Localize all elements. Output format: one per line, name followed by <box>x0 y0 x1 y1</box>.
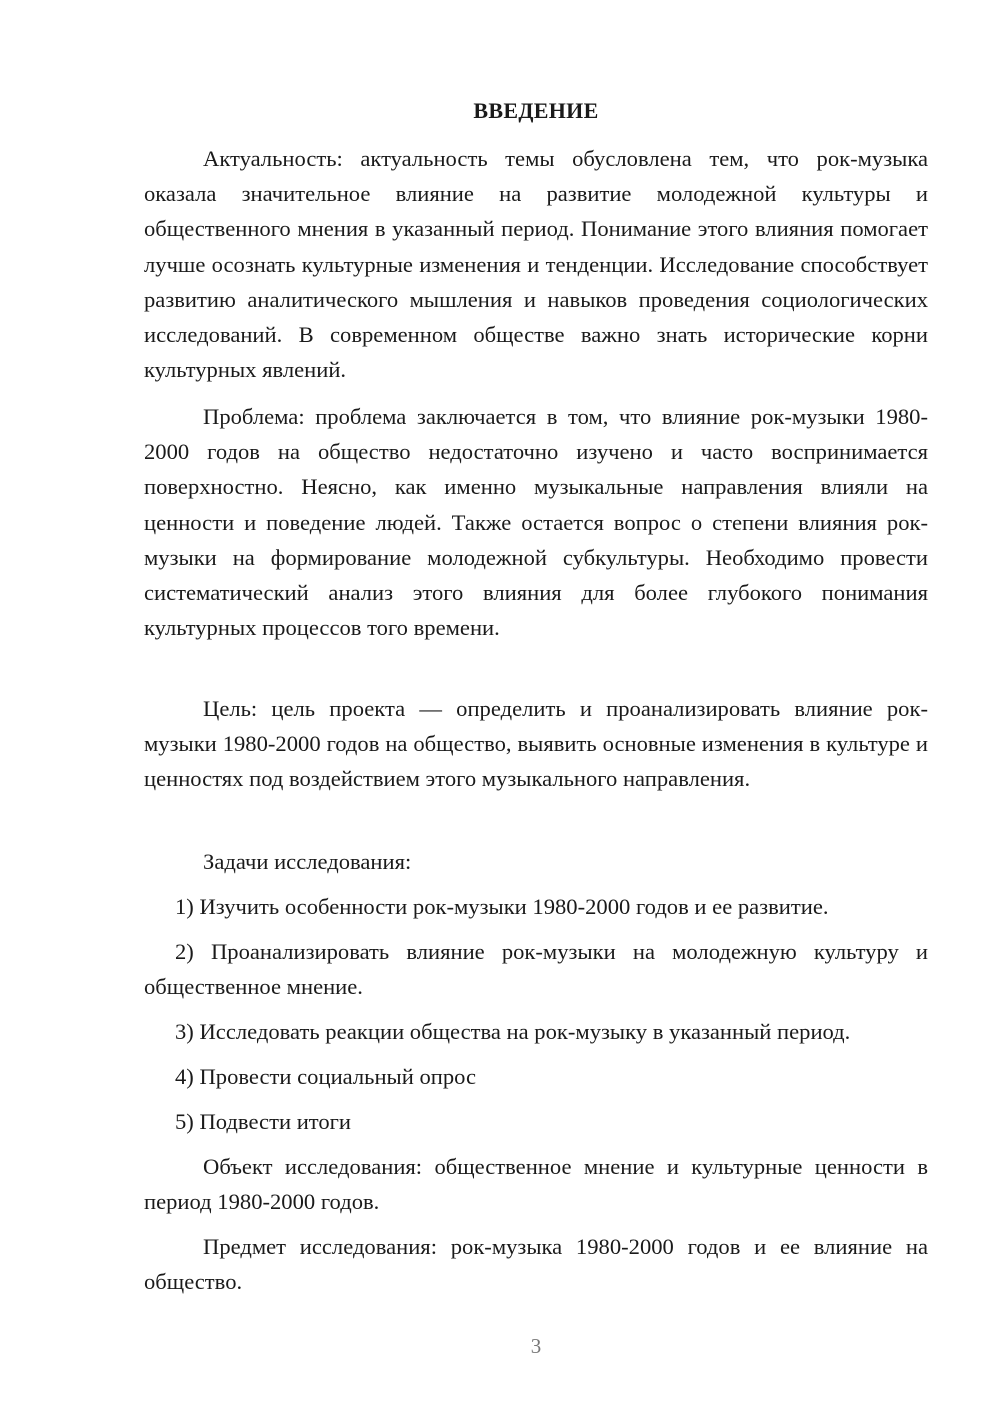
task-item: 3) Исследовать реакции общества на рок-музыку в указанный период. <box>175 1019 851 1044</box>
subject-paragraph: Предмет исследования: рок-музыка 1980-2000 годов и ее влияние на общество. <box>144 1234 928 1295</box>
task-item: 4) Провести социальный опрос <box>175 1064 477 1089</box>
task-item: 5) Подвести итоги <box>175 1109 352 1134</box>
tasks-title: Задачи исследования: <box>203 849 412 874</box>
task-item: 1) Изучить особенности рок-музыки 1980-2000 годов и ее развитие. <box>175 894 829 919</box>
object-paragraph: Объект исследования: общественное мнение и культурные ценности в период 1980-2000 годов. <box>144 1154 928 1215</box>
relevance-paragraph: Актуальность: актуальность темы обусловлена тем, что рок-музыка оказала значительное влияние на развитие молодежной культуры и общественного мнения в указанный период. Понимание этого влияния помогает лучше осознать культурные изменения и тенденции. Исследование способствует развитию аналитического мышления и навыков проведения социологических исследований. В современном обществе важно знать исторические корни культурных явлений. <box>144 146 928 383</box>
task-item: 2) Проанализировать влияние рок-музыки на молодежную культуру и общественное мнение. <box>144 939 928 1000</box>
document-page <box>144 0 928 1414</box>
goal-paragraph: Цель: цель проекта — определить и проанализировать влияние рок-музыки 1980-2000 годов на общество, выявить основные изменения в культуре и ценностях под воздействием этого музыкального направления. <box>144 696 928 792</box>
section-heading: ВВЕДЕНИЕ <box>473 98 599 123</box>
page-number: 3 <box>530 1334 542 1358</box>
problem-paragraph: Проблема: проблема заключается в том, что влияние рок-музыки 1980-2000 годов на общество недостаточно изучено и часто воспринимается поверхностно. Неясно, как именно музыкальные направления влияли на ценности и поведение людей. Также остается вопрос о степени влияния рок-музыки на формирование молодежной субкультуры. Необходимо провести систематический анализ этого влияния для более глубокого понимания культурных процессов того времени. <box>144 404 928 641</box>
